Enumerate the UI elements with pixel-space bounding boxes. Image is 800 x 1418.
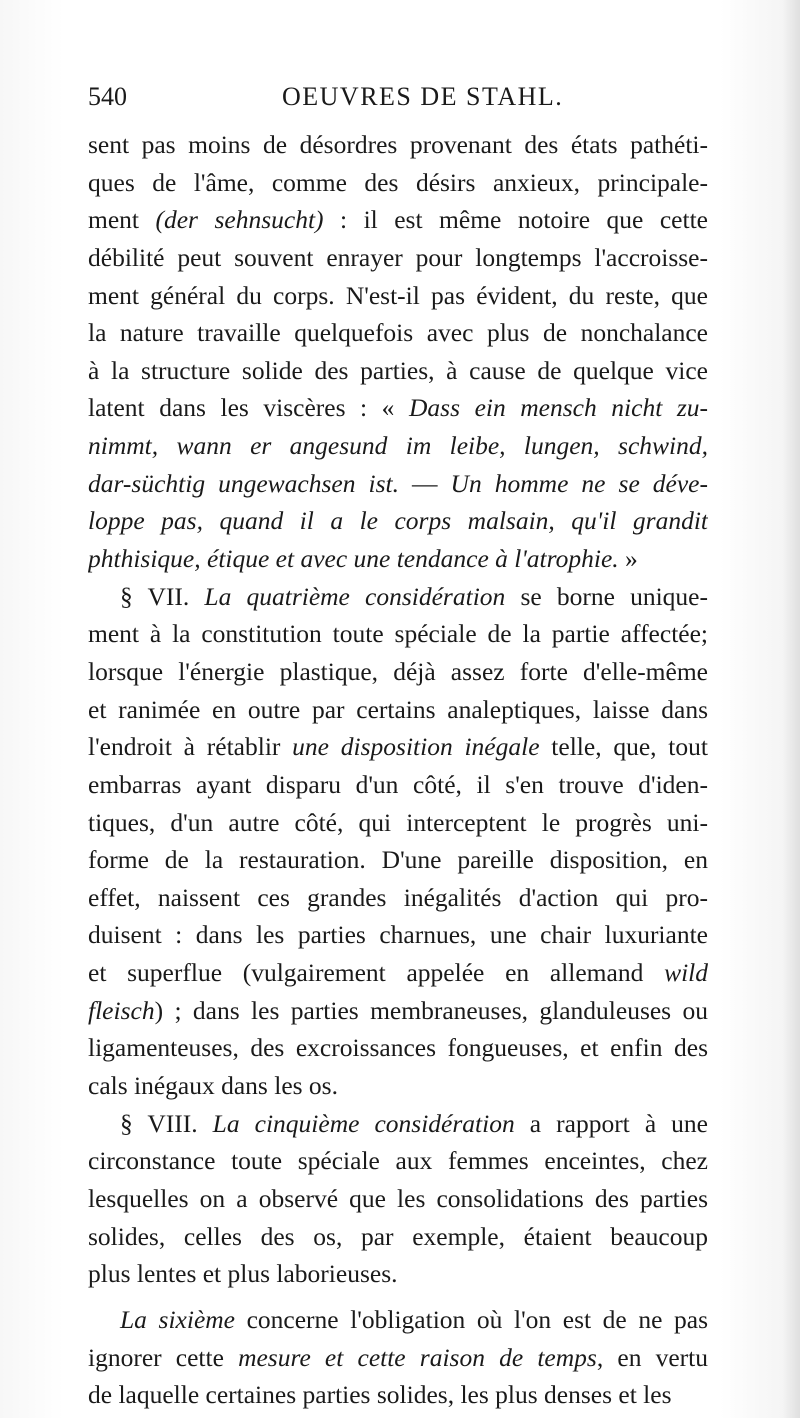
text-line bbox=[88, 804, 708, 842]
text-segment: la nature travaille quelquefois avec plus de nonchalance bbox=[88, 318, 708, 348]
page-body-text bbox=[88, 126, 708, 1414]
text-line bbox=[88, 389, 708, 427]
text-segment: duisent : dans les parties charnues, une chair luxuriante bbox=[88, 920, 708, 950]
text-segment: effet, naissent ces grandes inégalités d'action qui pro- bbox=[88, 882, 708, 912]
text-line bbox=[88, 277, 708, 315]
page-header bbox=[88, 82, 718, 122]
text-line bbox=[88, 1180, 708, 1218]
italic-segment: (der sehnsucht) bbox=[155, 205, 324, 235]
text-line bbox=[88, 540, 708, 578]
text-line bbox=[88, 766, 708, 804]
text-line bbox=[88, 1067, 708, 1105]
page-edge-shadow bbox=[782, 0, 800, 1418]
text-segment: solides, celles des os, par exemple, étaient beaucoup bbox=[88, 1221, 708, 1251]
text-line bbox=[88, 1376, 708, 1414]
text-line bbox=[88, 954, 708, 992]
text-line bbox=[88, 201, 708, 239]
text-line bbox=[88, 1255, 708, 1293]
text-line bbox=[88, 992, 708, 1030]
text-segment: » bbox=[618, 544, 638, 574]
text-line bbox=[88, 1301, 708, 1339]
text-segment: : il est même notoire que cette bbox=[323, 205, 708, 235]
text-segment: § VIII. bbox=[120, 1108, 213, 1138]
text-segment: — bbox=[398, 468, 451, 498]
text-segment: ment bbox=[88, 205, 156, 235]
text-segment: tiques, d'un autre côté, qui interceptent le progrès uni- bbox=[88, 807, 708, 837]
text-line bbox=[88, 1142, 708, 1180]
italic-segment: wild bbox=[664, 958, 708, 988]
page-number: 540 bbox=[88, 82, 127, 111]
italic-segment: phthisique, étique et avec une tendance à l'atrophie. bbox=[88, 544, 619, 574]
text-line bbox=[88, 502, 708, 540]
italic-segment: La sixième bbox=[120, 1304, 235, 1334]
text-segment: forme de la restauration. D'une pareille disposition, en bbox=[88, 845, 708, 875]
italic-segment: La cinquième considération bbox=[212, 1108, 515, 1138]
text-segment: sent pas moins de désordres provenant des états pathéti- bbox=[88, 130, 708, 159]
text-segment: ligamenteuses, des excroissances fongueuses, et enfin des bbox=[88, 1033, 708, 1063]
text-segment: concerne l'obligation où l'on est de ne pas bbox=[235, 1304, 708, 1334]
text-segment: ment à la constitution toute spéciale de la partie affectée; bbox=[88, 619, 708, 649]
text-segment: à la structure solide des parties, à cause de quelque vice bbox=[88, 355, 708, 385]
text-segment: telle, que, tout bbox=[539, 732, 708, 762]
italic-segment: dar-süchtig ungewachsen ist. bbox=[88, 468, 399, 498]
text-segment: plus lentes et plus laborieuses. bbox=[88, 1259, 398, 1289]
text-segment: se borne unique- bbox=[505, 581, 708, 611]
text-line bbox=[88, 314, 708, 352]
text-line bbox=[88, 1339, 708, 1377]
text-line bbox=[88, 1029, 708, 1067]
text-segment: circonstance toute spéciale aux femmes enceintes, chez bbox=[88, 1146, 708, 1176]
text-segment: et ranimée en outre par certains analeptiques, laisse dans bbox=[88, 694, 708, 724]
text-segment: lorsque l'énergie plastique, déjà assez forte d'elle-même bbox=[88, 656, 708, 686]
italic-segment: une disposition inégale bbox=[292, 732, 540, 762]
text-segment: débilité peut souvent enrayer pour longtemps l'accroisse- bbox=[88, 242, 708, 272]
text-segment: de laquelle certaines parties solides, les plus denses et les bbox=[88, 1380, 672, 1410]
text-line bbox=[88, 653, 708, 691]
text-line bbox=[88, 465, 708, 503]
text-segment: , en vertu bbox=[596, 1342, 708, 1372]
paragraph-spacer bbox=[88, 1293, 708, 1301]
text-segment: et superflue (vulgairement appelée en allemand bbox=[88, 958, 665, 988]
text-line bbox=[88, 126, 708, 164]
text-line bbox=[88, 615, 708, 653]
text-line bbox=[88, 1218, 708, 1256]
italic-segment: La quatrième considération bbox=[204, 581, 506, 611]
text-segment: latent dans les viscères : « bbox=[88, 393, 409, 423]
italic-segment: mesure et cette raison de temps bbox=[238, 1342, 597, 1372]
text-segment: l'endroit à rétablir bbox=[88, 732, 293, 762]
text-line bbox=[88, 691, 708, 729]
text-segment: ) ; dans les parties membraneuses, glanduleuses ou bbox=[154, 995, 708, 1025]
text-line bbox=[88, 916, 708, 954]
italic-segment: Dass ein mensch nicht zu- bbox=[409, 393, 708, 423]
text-segment: embarras ayant disparu d'un côté, il s'en trouve d'iden- bbox=[88, 769, 708, 799]
running-head: OEUVRES DE STAHL. bbox=[282, 82, 564, 111]
text-segment: a rapport à une bbox=[514, 1108, 708, 1138]
text-segment: ment général du corps. N'est-il pas évident, du reste, que bbox=[88, 280, 708, 310]
italic-segment: loppe pas, quand il a le corps malsain, qu'il grandit bbox=[88, 506, 708, 536]
text-segment: lesquelles on a observé que les consolidations des parties bbox=[88, 1183, 708, 1213]
italic-segment: nimmt, wann er angesund im leibe, lungen, schwind, bbox=[88, 431, 708, 461]
text-line bbox=[88, 427, 708, 465]
text-line bbox=[88, 164, 708, 202]
text-line bbox=[88, 239, 708, 277]
text-segment: ignorer cette bbox=[88, 1342, 239, 1372]
text-line bbox=[88, 841, 708, 879]
italic-segment: fleisch bbox=[88, 995, 155, 1025]
text-line bbox=[88, 1105, 708, 1143]
text-segment: cals inégaux dans les os. bbox=[88, 1071, 338, 1101]
text-line bbox=[88, 879, 708, 917]
text-segment: § VII. bbox=[120, 581, 205, 611]
text-line bbox=[88, 352, 708, 390]
text-line bbox=[88, 728, 708, 766]
text-line bbox=[88, 578, 708, 616]
text-segment: ques de l'âme, comme des désirs anxieux, principale- bbox=[88, 167, 708, 197]
italic-segment: Un homme ne se déve- bbox=[450, 468, 708, 498]
